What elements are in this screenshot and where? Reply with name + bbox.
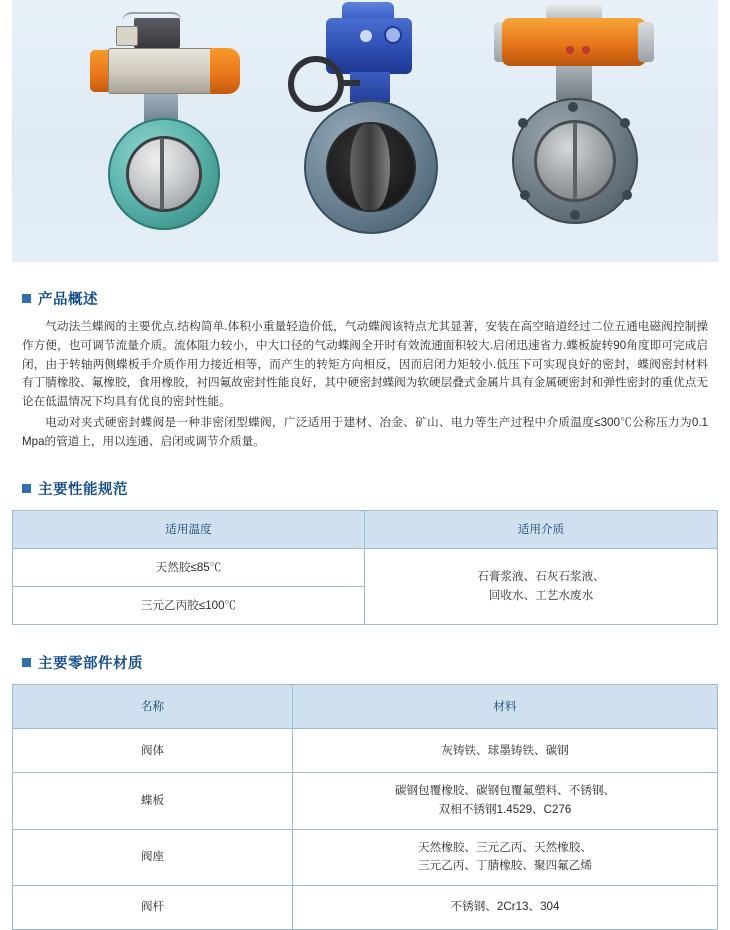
material-line: 灰铸铁、球墨铸铁、碳钢 — [441, 743, 569, 757]
table-row — [13, 773, 718, 829]
column-header-medium: 适用介质 — [365, 511, 718, 549]
spec-table — [12, 510, 718, 625]
lug-hole — [520, 190, 530, 200]
valve-neck — [350, 72, 390, 102]
electric-actuator-body — [326, 18, 412, 74]
electric-butterfly-valve-image — [280, 0, 460, 250]
overview-paragraph-2: 电动对夹式硬密封蝶阀是一种非密闭型蝶阀，广泛适用于建材、冶金、矿山、电力等生产过程中介质温度≤300℃公称压力为0.1 Mpa的管道上，用以连通、启闭或调节介质量。 — [22, 415, 708, 448]
cell-part-material — [293, 729, 718, 773]
cell-part-material — [293, 829, 718, 885]
section-heading-spec — [22, 478, 718, 499]
section-title-overview: 产品概述 — [38, 292, 98, 308]
actuator-body — [502, 18, 646, 66]
handwheel-stem — [338, 80, 360, 86]
actuator-port-a — [566, 46, 574, 54]
cell-part-name: 蝶板 — [13, 773, 293, 829]
material-line: 三元乙丙、丁腈橡胶、聚四氟乙烯 — [418, 859, 592, 873]
cell-medium — [365, 549, 718, 625]
table-row — [13, 729, 718, 773]
cell-part-name: 阀体 — [13, 729, 293, 773]
lug-hole — [568, 102, 578, 112]
section-title-spec: 主要性能规范 — [38, 482, 128, 499]
bullet-square-icon — [22, 658, 31, 667]
valve-neck — [556, 66, 592, 100]
actuator-end-cap-right — [210, 48, 240, 94]
table-row — [13, 549, 718, 587]
actuator-indicator — [360, 30, 372, 42]
product-hero-image — [12, 0, 718, 262]
valve-disc — [350, 124, 390, 210]
column-header-material: 材料 — [293, 685, 718, 729]
cell-part-name: 阀座 — [13, 829, 293, 885]
actuator-end-cap-right — [638, 22, 654, 62]
section-heading-materials — [22, 652, 718, 673]
actuator-port-b — [582, 46, 590, 54]
material-line: 碳钢包覆橡胶、碳钢包覆氟塑料、不锈钢、 — [394, 784, 616, 798]
table-row — [13, 885, 718, 929]
overview-body — [22, 318, 708, 451]
material-line: 天然橡胶、三元乙丙、天然橡胶、 — [418, 840, 592, 854]
medium-line-1: 石膏浆液、石灰石浆液、 — [477, 570, 605, 584]
material-line: 不锈钢、2Cr13、304 — [450, 899, 560, 913]
actuator-knob — [384, 26, 402, 44]
column-header-name: 名称 — [13, 685, 293, 729]
column-header-temperature: 适用温度 — [13, 511, 365, 549]
section-heading-overview — [22, 288, 718, 309]
pneumatic-flange-butterfly-valve-image — [90, 10, 240, 250]
cell-part-material — [293, 773, 718, 829]
medium-line-2: 回收水、工艺水废水 — [488, 588, 594, 602]
materials-table — [12, 684, 718, 929]
material-line: 双相不锈钢1.4529、C276 — [438, 803, 572, 817]
lug-hole — [518, 118, 528, 128]
section-title-materials: 主要零部件材质 — [38, 656, 143, 673]
valve-disc — [126, 136, 202, 212]
actuator-body — [108, 48, 216, 94]
table-header-row — [13, 511, 718, 549]
cell-part-material — [293, 885, 718, 929]
cell-part-name: 阀杆 — [13, 885, 293, 929]
cell-temperature-1: 天然胶≤85℃ — [13, 549, 365, 587]
pneumatic-wafer-butterfly-valve-image — [494, 0, 654, 250]
overview-paragraph-1: 气动法兰蝶阀的主要优点.结构简单.体积小重量轻造价低，气动蝶阀该特点尤其显著，安装在高空暗道经过二位五通电磁阀控制操作方便，也可调节流量介质。流体阻力较小，中大口径的气动蝶阀全开时有效流通面积较大.启闭迅速省力.蝶板旋转90角度即可完成启闭，由于转轴两侧蝶板手介质作用力接近相等，而产生的转矩方向相反，因而启闭力矩较小.低压下可实现良好的密封，蝶阀密封材料有丁腈橡胶、氟橡胶，食用橡胶，衬四氟故密封性能良好，其中硬密封蝶阀为软硬层叠式金属片具有金属硬密封和弹性密封的重优点无论在低温情况下均具有优良的密封性能。 — [22, 320, 708, 409]
lug-hole — [622, 190, 632, 200]
valve-disc-shaft — [573, 122, 577, 200]
bullet-square-icon — [22, 484, 31, 493]
lug-hole — [620, 118, 630, 128]
valve-control-box — [134, 18, 180, 48]
handwheel-icon — [288, 56, 344, 112]
table-header-row — [13, 685, 718, 729]
cell-temperature-2: 三元乙丙胶≤100℃ — [13, 587, 365, 625]
valve-disc-shaft — [160, 138, 164, 210]
table-row — [13, 829, 718, 885]
bullet-square-icon — [22, 294, 31, 303]
valve-limit-switch — [116, 26, 138, 46]
lug-hole — [570, 210, 580, 220]
